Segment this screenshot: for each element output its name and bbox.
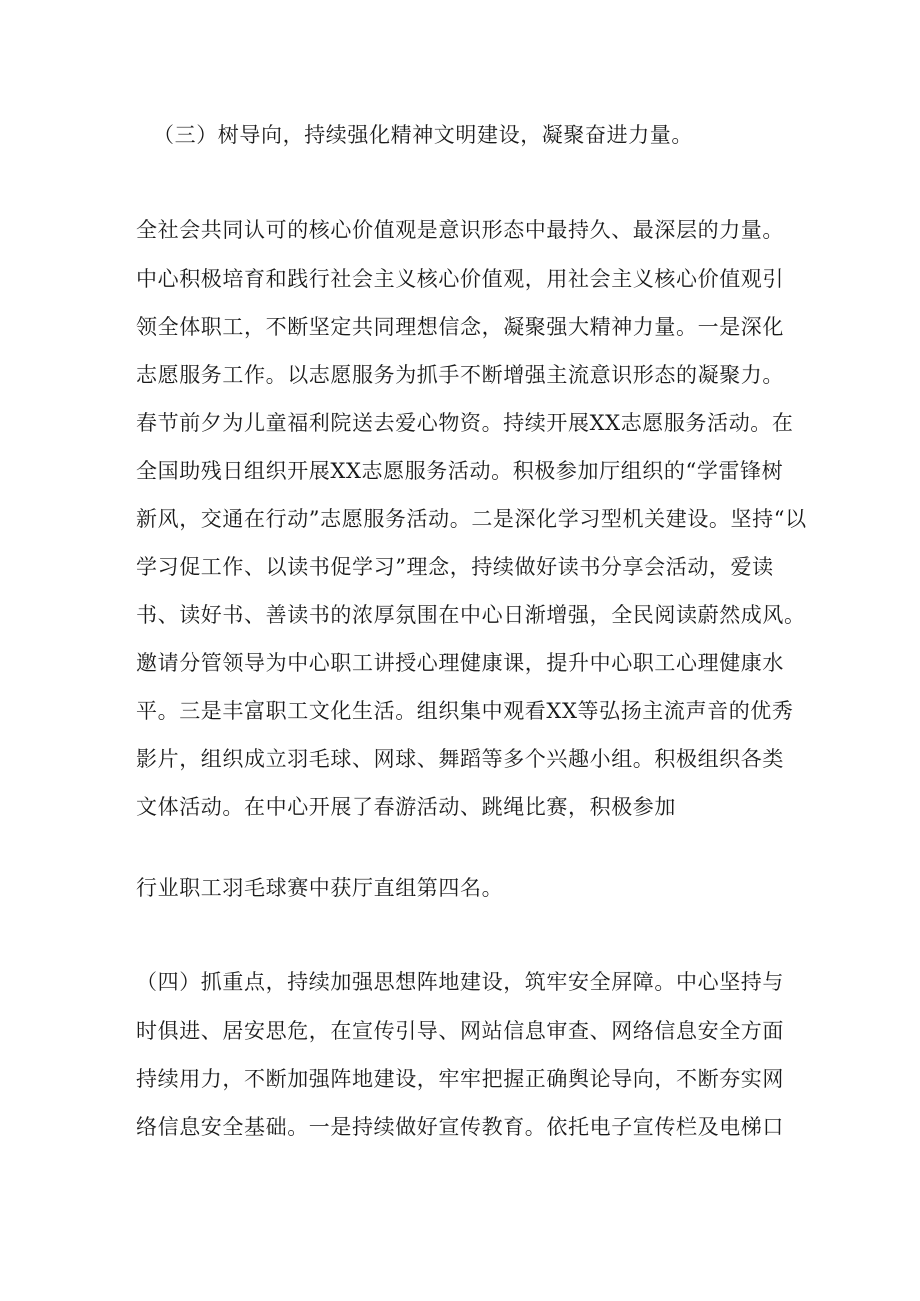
paragraph-line: 影片，组织成立羽毛球、网球、舞蹈等多个兴趣小组。积极组织各类 xyxy=(136,747,784,771)
paragraph-line: 邀请分管领导为中心职工讲授心理健康课，提升中心职工心理健康水 xyxy=(136,651,784,675)
paragraph-line: 时俱进、居安思危，在宣传引导、网站信息审查、网络信息安全方面 xyxy=(136,1019,784,1043)
paragraph-line: 持续用力，不断加强阵地建设，牢牢把握正确舆论导向，不断夯实网 xyxy=(136,1067,784,1091)
paragraph-line: 全社会共同认可的核心价值观是意识形态中最持久、最深层的力量。 xyxy=(136,218,784,242)
paragraph-line: 志愿服务工作。以志愿服务为抓手不断增强主流意识形态的凝聚力。 xyxy=(136,363,784,387)
paragraph-line: 书、读好书、善读书的浓厚氛围在中心日渐增强，全民阅读蔚然成风。 xyxy=(136,603,806,627)
paragraph-line: 领全体职工，不断坚定共同理想信念，凝聚强大精神力量。一是深化 xyxy=(136,315,784,339)
paragraph-line: 新风，交通在行动”志愿服务活动。二是深化学习型机关建设。坚持“以 xyxy=(136,507,807,531)
paragraph-line: 文体活动。在中心开展了春游活动、跳绳比赛，积极参加 xyxy=(136,795,676,819)
paragraph-line: 络信息安全基础。一是持续做好宣传教育。依托电子宣传栏及电梯口 xyxy=(136,1115,784,1139)
paragraph-line: 平。三是丰富职工文化生活。组织集中观看XX等弘扬主流声音的优秀 xyxy=(136,699,794,723)
section-three-heading: （三）树导向，持续强化精神文明建设，凝聚奋进力量。 xyxy=(153,123,693,147)
paragraph-line: 全国助残日组织开展XX志愿服务活动。积极参加厅组织的“学雷锋树 xyxy=(136,459,784,483)
paragraph-line: 中心积极培育和践行社会主义核心价值观，用社会主义核心价值观引 xyxy=(136,267,784,291)
section-three-continuation: 行业职工羽毛球赛中获厅直组第四名。 xyxy=(136,876,504,900)
paragraph-line: 学习促工作、以读书促学习”理念，持续做好读书分享会活动，爱读 xyxy=(136,555,774,579)
paragraph-line: 春节前夕为儿童福利院送去爱心物资。持续开展XX志愿服务活动。在 xyxy=(136,411,794,435)
section-four-heading-line: （四）抓重点，持续加强思想阵地建设，筑牢安全屏障。中心坚持与 xyxy=(136,970,784,994)
